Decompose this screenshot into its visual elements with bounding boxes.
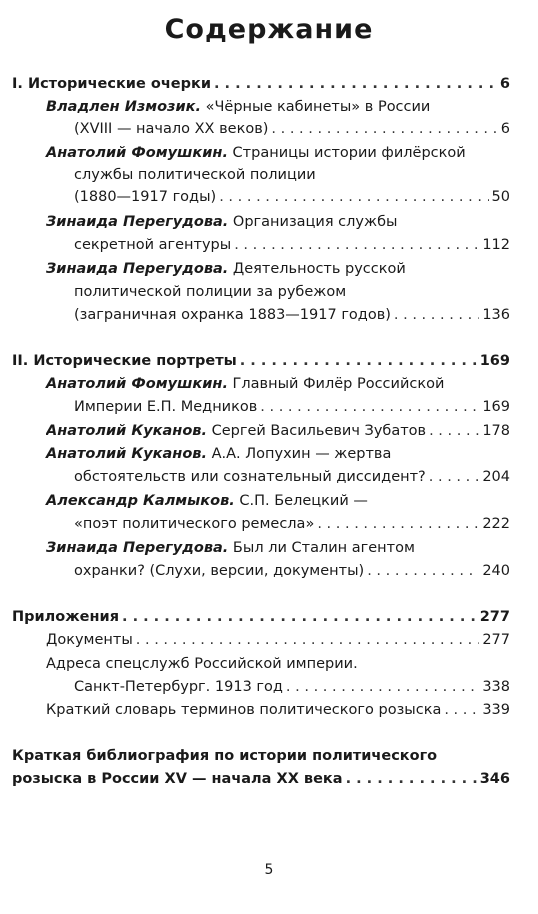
- toc-entry-1-line2[interactable]: [74, 118, 510, 140]
- toc-section-2[interactable]: [12, 350, 510, 372]
- toc-entry-4-line1[interactable]: [46, 258, 406, 280]
- entry-title: Организация службы: [228, 214, 398, 230]
- entry-title-cont: охранки? (Слухи, версии, документы): [74, 563, 365, 579]
- dot-leader: [444, 699, 479, 721]
- dot-leader: [271, 118, 497, 140]
- entry-author: Зинаида Перегудова.: [46, 261, 229, 277]
- page-ref: 204: [482, 469, 510, 485]
- entry-title-cont: Санкт-Петербург. 1913 год: [74, 679, 283, 695]
- dot-leader: [240, 350, 477, 372]
- section-label: Приложения: [12, 609, 120, 625]
- toc-entry-4-line2: политической полиции за рубежом: [74, 284, 347, 300]
- entry-title-cont: (заграничная охранка 1883—1917 годов): [74, 307, 391, 323]
- page-title: Содержание: [164, 14, 374, 45]
- toc-entry-6[interactable]: [46, 420, 510, 442]
- page-ref: 169: [482, 399, 510, 415]
- entry-title-cont: (1880—1917 годы): [74, 189, 217, 205]
- page-ref: 178: [482, 423, 510, 439]
- entry-title: Документы: [46, 632, 133, 648]
- toc-appendix-glossary[interactable]: [46, 699, 510, 721]
- entry-title: Краткий словарь терминов политического розыска: [46, 702, 442, 718]
- entry-title: «Чёрные кабинеты» в России: [201, 99, 431, 115]
- toc-entry-3-line2[interactable]: [74, 234, 510, 256]
- section-label: розыска в России XV — начала XX века: [12, 771, 343, 787]
- page-ref: 6: [499, 76, 510, 92]
- page-ref: 346: [479, 771, 510, 787]
- toc-appendix-documents[interactable]: [46, 629, 510, 651]
- entry-title: Деятельность русской: [228, 261, 406, 277]
- toc-entry-2-line2: службы политической полиции: [74, 167, 316, 183]
- toc-entry-8-line1[interactable]: [46, 490, 368, 512]
- page-ref: 136: [482, 307, 510, 323]
- toc-entry-5-line2[interactable]: [74, 396, 510, 418]
- entry-author: Зинаида Перегудова.: [46, 214, 229, 230]
- page-ref: 339: [482, 702, 510, 718]
- page-number: 5: [264, 862, 274, 878]
- dot-leader: [394, 304, 479, 326]
- toc-entry-1-line1[interactable]: [46, 96, 430, 118]
- page-ref: 6: [500, 121, 510, 137]
- toc-entry-7-line1[interactable]: [46, 443, 391, 465]
- entry-title: Сергей Васильевич Зубатов: [206, 423, 427, 439]
- entry-author: Анатолий Фомушкин.: [46, 376, 228, 392]
- entry-title: Был ли Сталин агентом: [228, 540, 415, 556]
- entry-author: Анатолий Куканов.: [46, 446, 207, 462]
- page-ref: 50: [491, 189, 510, 205]
- toc-bibliography-line1[interactable]: Краткая библиография по истории политического: [12, 748, 438, 764]
- entry-title-cont: (XVIII — начало XX веков): [74, 121, 269, 137]
- entry-author: Анатолий Фомушкин.: [46, 145, 228, 161]
- page-ref: 112: [482, 237, 510, 253]
- page-ref: 277: [482, 632, 510, 648]
- entry-title-cont: «поэт политического ремесла»: [74, 516, 315, 532]
- dot-leader: [214, 73, 497, 95]
- toc-entry-9-line2[interactable]: [74, 560, 510, 582]
- page-ref: 240: [482, 563, 510, 579]
- toc-entry-9-line1[interactable]: [46, 537, 415, 559]
- toc-entry-4-line3[interactable]: [74, 304, 510, 326]
- entry-title-cont: секретной агентуры: [74, 237, 232, 253]
- entry-title: Главный Филёр Российской: [227, 376, 445, 392]
- dot-leader: [429, 420, 479, 442]
- entry-title: С.П. Белецкий —: [234, 493, 368, 509]
- page-ref: 222: [482, 516, 510, 532]
- toc-section-1[interactable]: [12, 73, 510, 95]
- dot-leader: [367, 560, 479, 582]
- toc-section-appendix[interactable]: [12, 606, 510, 628]
- page-ref: 338: [482, 679, 510, 695]
- dot-leader: [234, 234, 479, 256]
- page-ref: 277: [479, 609, 510, 625]
- entry-title-cont: обстоятельств или сознательный диссидент?: [74, 469, 426, 485]
- toc-appendix-addresses-line2[interactable]: [74, 676, 510, 698]
- section-label: I. Исторические очерки: [12, 76, 211, 92]
- dot-leader: [260, 396, 479, 418]
- entry-author: Александр Калмыков.: [46, 493, 235, 509]
- dot-leader: [317, 513, 479, 535]
- entry-author: Владлен Измозик.: [46, 99, 201, 115]
- dot-leader: [219, 186, 488, 208]
- toc-entry-3-line1[interactable]: [46, 211, 397, 233]
- section-label: II. Исторические портреты: [12, 353, 237, 369]
- toc-entry-7-line2[interactable]: [74, 466, 510, 488]
- toc-appendix-addresses-line1: Адреса спецслужб Российской империи.: [46, 656, 358, 672]
- entry-title: А.А. Лопухин — жертва: [206, 446, 392, 462]
- entry-author: Анатолий Куканов.: [46, 423, 207, 439]
- dot-leader: [136, 629, 480, 651]
- toc-entry-2-line3[interactable]: [74, 186, 510, 208]
- entry-title-cont: Империи Е.П. Медников: [74, 399, 258, 415]
- dot-leader: [429, 466, 480, 488]
- toc-entry-8-line2[interactable]: [74, 513, 510, 535]
- dot-leader: [286, 676, 479, 698]
- toc-entry-2-line1[interactable]: [46, 142, 466, 164]
- dot-leader: [122, 606, 477, 628]
- entry-title: Страницы истории филёрской: [227, 145, 466, 161]
- toc-bibliography-line2[interactable]: [12, 768, 510, 790]
- page-ref: 169: [479, 353, 510, 369]
- toc-entry-5-line1[interactable]: [46, 373, 444, 395]
- entry-author: Зинаида Перегудова.: [46, 540, 229, 556]
- dot-leader: [346, 768, 477, 790]
